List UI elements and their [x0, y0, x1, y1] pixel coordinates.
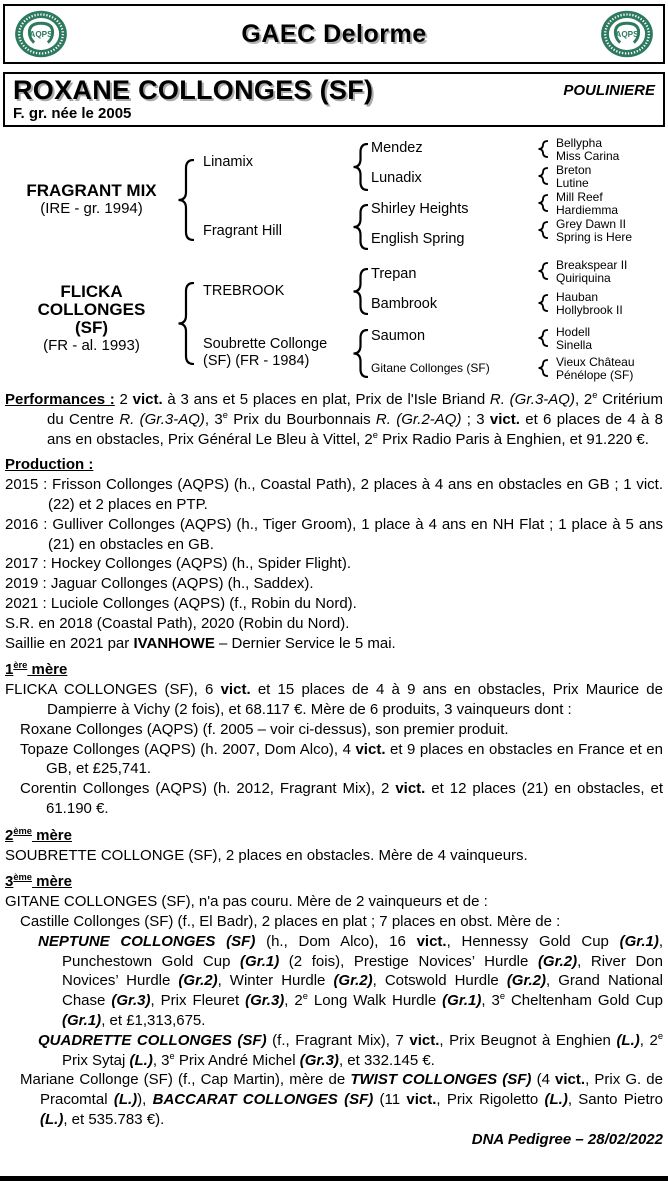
- offspring-item: QUADRETTE COLLONGES (SF) (f., Fragrant Mix), 7 vict., Prix Beugnot à Enghien (L.), 2e Prix Sytaj (L.), 3e Prix André Michel (Gr.3), et 332.145 €.: [38, 1030, 663, 1069]
- pedigree-pair: [556, 291, 623, 317]
- production-item: Saillie en 2021 par IVANHOWE – Dernier Service le 5 mai.: [5, 634, 396, 652]
- pedigree-document: [0, 4, 668, 1181]
- pedigree-node-detail: (IRE - gr. 1994): [40, 200, 143, 217]
- bracket-icon: [353, 268, 368, 315]
- svg-text:AQPS: AQPS: [615, 30, 639, 40]
- pedigree-node: TREBROOK: [203, 283, 285, 299]
- performances-paragraph: Performances : 2 vict. à 3 ans et 5 places en plat, Prix de l'Isle Briand R. (Gr.3-AQ), 2e Critérium du Centre R. (Gr.3-AQ), 3e Prix du Bourbonnais R. (Gr.2-AQ) ; 3 vict. et 6 places de 4 à 8 ans en obstacles, Prix Général Le Bleu à Vittel, 2e Prix Radio Paris à Enghien, et 91.220 €.: [5, 390, 663, 448]
- pedigree-node: Hodell: [556, 325, 591, 339]
- first-mare-paragraph: FLICKA COLLONGES (SF), 6 vict. et 15 places de 4 à 9 ans en obstacles, Prix Maurice de Dampierre à Vichy (2 fois), et 68.117 €. Mère de 6 produits, 3 vainqueurs dont :: [5, 681, 663, 718]
- bracket-icon: [538, 167, 548, 185]
- pedigree-node: Quiriquina: [556, 271, 611, 285]
- pedigree-node: Bambrook: [371, 296, 438, 312]
- pedigree-pair: [556, 137, 619, 163]
- horse-name: ROXANE COLLONGES (SF): [13, 75, 374, 105]
- pedigree-node: Gitane Collonges (SF): [371, 361, 490, 375]
- first-mare-heading: 1ère mère: [5, 660, 68, 679]
- pedigree-pair: [556, 218, 632, 244]
- pedigree-node: Pénélope (SF): [556, 368, 634, 382]
- pedigree-node: Hollybrook II: [556, 303, 623, 317]
- pedigree-node: Sinella: [556, 338, 593, 352]
- pedigree-pair: [556, 191, 618, 217]
- pedigree-node-dam: [4, 283, 179, 354]
- pedigree-node: Grey Dawn II: [556, 217, 627, 231]
- pedigree-node: Mill Reef: [556, 190, 603, 204]
- pedigree-node: Hauban: [556, 290, 599, 304]
- bracket-icon: [353, 143, 368, 191]
- pedigree-node: Bellypha: [556, 136, 603, 150]
- bracket-icon: [538, 294, 548, 312]
- svg-text:AQPS: AQPS: [29, 30, 53, 40]
- pedigree-node: Breakspear II: [556, 258, 628, 272]
- third-mare-paragraph: GITANE COLLONGES (SF), n'a pas couru. Mère de 2 vainqueurs et de :: [5, 893, 488, 911]
- offspring-item: Roxane Collonges (AQPS) (f. 2005 – voir ci-dessus), son premier produit.: [20, 720, 509, 738]
- status-label: POULINIERE: [563, 82, 655, 99]
- pedigree-node: Spring is Here: [556, 230, 633, 244]
- offspring-item: Castille Collonges (SF) (f., El Badr), 2 places en plat ; 7 places en obst. Mère de :: [20, 912, 561, 930]
- bracket-icon: [538, 359, 548, 377]
- bracket-icon: [538, 194, 548, 212]
- production-heading: Production :: [5, 456, 94, 474]
- pedigree-node: Lunadix: [371, 170, 422, 186]
- pedigree-node: Soubrette Collonge (SF) (FR - 1984): [203, 336, 328, 369]
- pedigree-pair: [556, 164, 591, 190]
- pedigree-node: Miss Carina: [556, 149, 620, 163]
- pedigree-node: Saumon: [371, 328, 426, 344]
- bracket-icon: [538, 329, 548, 347]
- birth-info: F. gr. née le 2005: [13, 105, 132, 122]
- bracket-icon: [353, 204, 368, 250]
- production-item: 2016 : Gulliver Collonges (AQPS) (h., Tiger Groom), 1 place à 4 ans en NH Flat ; 1 place à 5 ans (21) en obstacles en GB.: [5, 515, 663, 553]
- second-mare-paragraph: SOUBRETTE COLLONGE (SF), 2 places en obstacles. Mère de 4 vainqueurs.: [5, 846, 528, 864]
- pedigree-tree: [0, 127, 668, 390]
- pedigree-node: Lutine: [556, 176, 589, 190]
- pedigree-node: Fragrant Hill: [203, 223, 282, 239]
- third-mare-heading: 3ème mère: [5, 872, 72, 891]
- pedigree-node: Trepan: [371, 266, 417, 282]
- aqps-logo-right-icon: [599, 9, 655, 59]
- pedigree-pair: [556, 356, 635, 382]
- bracket-icon: [178, 159, 194, 241]
- production-item: 2017 : Hockey Collonges (AQPS) (h., Spider Flight).: [5, 555, 351, 573]
- header: [3, 4, 665, 64]
- farm-name: GAEC Delorme: [241, 19, 427, 48]
- bracket-icon: [538, 140, 548, 158]
- pedigree-node: Mendez: [371, 140, 423, 156]
- pedigree-node: Vieux Château: [556, 355, 635, 369]
- pedigree-node: Breton: [556, 163, 592, 177]
- pedigree-node-name: FRAGRANT MIX: [26, 181, 157, 200]
- pedigree-pair: [556, 259, 627, 285]
- bracket-icon: [538, 221, 548, 239]
- pedigree-node: English Spring: [371, 231, 465, 247]
- production-item: 2021 : Luciole Collonges (AQPS) (f., Robin du Nord).: [5, 594, 357, 612]
- footer-credit: DNA Pedigree – 28/02/2022: [471, 1130, 663, 1148]
- offspring-item: Corentin Collonges (AQPS) (h. 2012, Fragrant Mix), 2 vict. et 12 places (21) en obstacles, et 61.190 €.: [20, 780, 663, 817]
- production-item: 2019 : Jaguar Collonges (AQPS) (h., Saddex).: [5, 575, 314, 593]
- bracket-icon: [353, 329, 368, 378]
- pedigree-node-sire: [4, 182, 179, 217]
- pedigree-node-detail: (FR - al. 1993): [43, 337, 140, 354]
- second-mare-heading: 2ème mère: [5, 825, 72, 844]
- bracket-icon: [538, 262, 548, 280]
- pedigree-node-name: FLICKA COLLONGES (SF): [37, 282, 146, 337]
- title-bar: [3, 72, 665, 127]
- production-item: 2015 : Frisson Collonges (AQPS) (h., Coastal Path), 2 places à 4 ans en obstacles en GB ; 1 vict. (22) et 2 places en PTP.: [5, 476, 663, 513]
- production-item: S.R. en 2018 (Coastal Path), 2020 (Robin du Nord).: [5, 614, 350, 632]
- aqps-logo-left-icon: [13, 9, 69, 59]
- pedigree-pair: [556, 326, 592, 352]
- pedigree-node: Shirley Heights: [371, 201, 469, 217]
- bracket-icon: [178, 282, 194, 365]
- body-content: [0, 390, 668, 1149]
- offspring-item: Mariane Collonge (SF) (f., Cap Martin), mère de TWIST COLLONGES (SF) (4 vict., Prix G. de Pracomtal (L.)), BACCARAT COLLONGES (SF) (11 vict., Prix Rigoletto (L.), Santo Pietro (L.), et 535.783 €).: [20, 1071, 663, 1128]
- offspring-item: NEPTUNE COLLONGES (SF) (h., Dom Alco), 16 vict., Hennessy Gold Cup (Gr.1), Punchestown Gold Cup (Gr.1) (2 fois), Prestige Novices’ Hurdle (Gr.2), River Don Novices’ Hurdle (Gr.2), Winter Hurdle (Gr.2), Cotswold Hurdle (Gr.2), Grand National Chase (Gr.3), Prix Fleuret (Gr.3), 2e Long Walk Hurdle (Gr.1), 3e Cheltenham Gold Cup (Gr.1), et £1,313,675.: [38, 932, 663, 1029]
- pedigree-node: Linamix: [203, 154, 253, 170]
- offspring-item: Topaze Collonges (AQPS) (h. 2007, Dom Alco), 4 vict. et 9 places en obstacles en France et en GB, et £25,741.: [20, 740, 663, 778]
- pedigree-node: Hardiemma: [556, 203, 619, 217]
